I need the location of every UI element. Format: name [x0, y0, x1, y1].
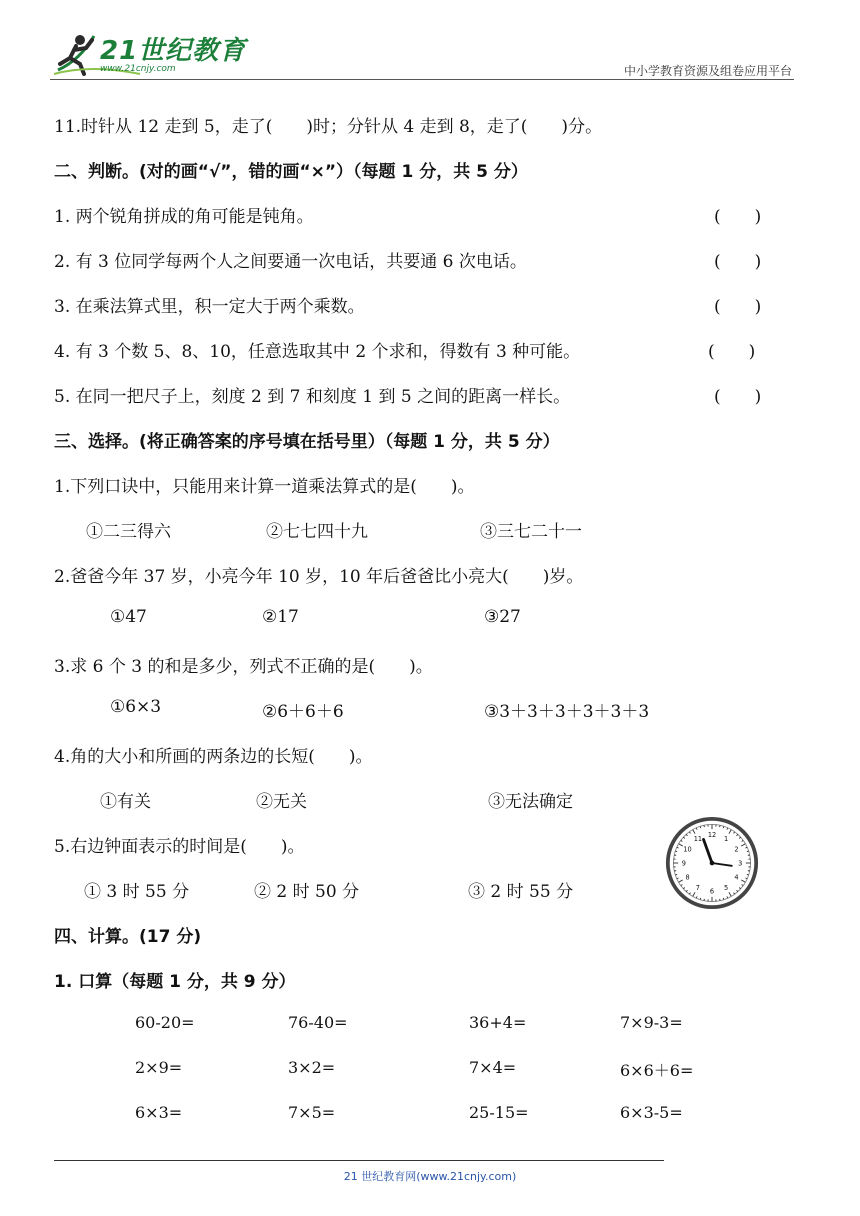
question-11: 11.时针从 12 走到 5，走了( )时；分针从 4 走到 8，走了( )分。: [54, 117, 603, 137]
judge-item-1: 1. 两个锐角拼成的角可能是钝角。: [54, 207, 314, 227]
choice-option: ②无关: [256, 792, 307, 812]
choice-option: ②七七四十九: [266, 522, 368, 542]
calc-item: 6×3-5=: [620, 1103, 683, 1122]
choice-option: ①有关: [100, 792, 151, 812]
choice-question-3: 3.求 6 个 3 的和是多少，列式不正确的是( )。: [54, 657, 433, 677]
answer-blank[interactable]: ( ): [714, 252, 762, 272]
choice-option: ③27: [484, 607, 521, 627]
svg-text:12: 12: [707, 831, 717, 840]
calc-item: 3×2=: [288, 1058, 336, 1077]
answer-blank[interactable]: ( ): [714, 207, 762, 227]
choice-option: ①47: [110, 607, 147, 627]
section-4-sub1: 1. 口算（每题 1 分，共 9 分）: [54, 972, 296, 992]
choice-option: ③三七二十一: [480, 522, 582, 542]
footer-divider: [54, 1160, 664, 1161]
answer-blank[interactable]: ( ): [708, 342, 756, 362]
page-header: [0, 0, 860, 90]
svg-text:3: 3: [738, 859, 743, 868]
choice-question-4: 4.角的大小和所画的两条边的长短( )。: [54, 747, 373, 767]
svg-text:4: 4: [734, 873, 739, 882]
choice-option: ② 2 时 50 分: [254, 882, 360, 902]
svg-text:8: 8: [685, 873, 690, 882]
judge-item-4: 4. 有 3 个数 5、8、10，任意选取其中 2 个求和，得数有 3 种可能。: [54, 342, 581, 362]
choice-option: ③3＋3＋3＋3＋3＋3: [484, 702, 650, 722]
judge-item-5: 5. 在同一把尺子上，刻度 2 到 7 和刻度 1 到 5 之间的距离一样长。: [54, 387, 571, 407]
choice-option: ① 3 时 55 分: [84, 882, 190, 902]
choice-option: ②17: [262, 607, 299, 627]
svg-text:7: 7: [695, 883, 700, 892]
svg-text:2: 2: [734, 845, 739, 854]
svg-text:6: 6: [709, 887, 715, 896]
choice-option: ①二三得六: [86, 522, 171, 542]
svg-text:1: 1: [724, 834, 729, 843]
calc-item: 6×6＋6=: [620, 1061, 694, 1080]
platform-label: 中小学教育资源及组卷应用平台: [623, 64, 792, 78]
svg-text:9: 9: [681, 859, 686, 868]
choice-question-1: 1.下列口诀中，只能用来计算一道乘法算式的是( )。: [54, 477, 475, 497]
judge-item-3: 3. 在乘法算式里，积一定大于两个乘数。: [54, 297, 365, 317]
section-2-title: 二、判断。(对的画“√”，错的画“×”）（每题 1 分，共 5 分）: [54, 162, 528, 182]
calc-item: 7×5=: [288, 1103, 336, 1122]
choice-option: ②6＋6＋6: [262, 702, 344, 722]
clock-face-icon: [665, 816, 759, 910]
header-divider: [50, 79, 794, 80]
choice-option: ③无法确定: [488, 792, 573, 812]
section-4-title: 四、计算。(17 分): [54, 927, 202, 947]
calc-item: 6×3=: [135, 1103, 183, 1122]
answer-blank[interactable]: ( ): [714, 387, 762, 407]
calc-item: 7×4=: [469, 1058, 517, 1077]
logo-url: www.21cnjy.com: [100, 64, 176, 74]
svg-text:10: 10: [683, 845, 692, 854]
logo-text: 21世纪教育: [100, 36, 247, 66]
calc-item: 60-20=: [135, 1013, 195, 1032]
footer-text: 21 世纪教育网(www.21cnjy.com): [343, 1170, 517, 1183]
calc-item: 2×9=: [135, 1058, 183, 1077]
choice-option: ③ 2 时 55 分: [468, 882, 574, 902]
calc-item: 25-15=: [469, 1103, 529, 1122]
answer-blank[interactable]: ( ): [714, 297, 762, 317]
section-3-title: 三、选择。(将正确答案的序号填在括号里）（每题 1 分，共 5 分）: [54, 432, 560, 452]
svg-text:11: 11: [693, 834, 703, 843]
calc-item: 76-40=: [288, 1013, 348, 1032]
choice-question-2: 2.爸爸今年 37 岁，小亮今年 10 岁，10 年后爸爸比小亮大( )岁。: [54, 567, 584, 587]
calc-item: 36+4=: [469, 1013, 527, 1032]
calc-item: 7×9-3=: [620, 1013, 683, 1032]
judge-item-2: 2. 有 3 位同学每两个人之间要通一次电话，共要通 6 次电话。: [54, 252, 527, 272]
choice-option: ①6×3: [110, 697, 162, 717]
choice-question-5: 5.右边钟面表示的时间是( )。: [54, 837, 305, 857]
svg-text:5: 5: [724, 883, 729, 892]
